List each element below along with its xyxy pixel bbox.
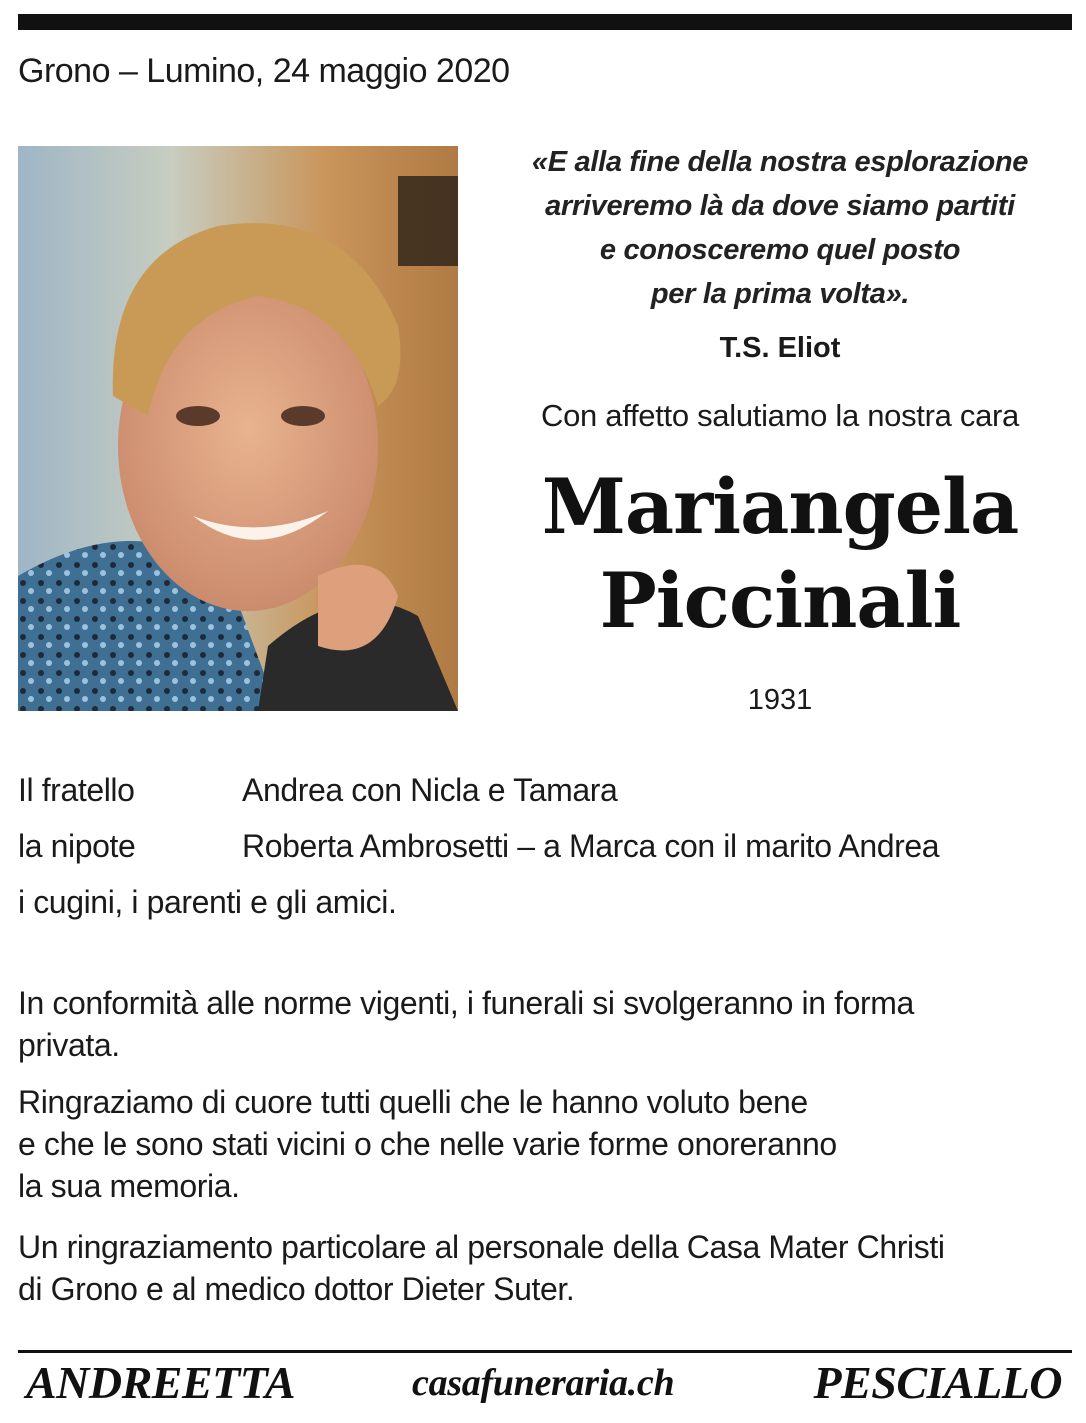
paragraph-line: Ringraziamo di cuore tutti quelli che le hanno voluto bene xyxy=(18,1084,808,1120)
paragraph-line: Un ringraziamento particolare al personale della Casa Mater Christi xyxy=(18,1229,945,1265)
intro-text: Con affetto salutiamo la nostra cara xyxy=(540,398,1019,433)
family-names: Andrea con Nicla e Tamara xyxy=(242,772,618,808)
paragraph-funeral xyxy=(18,982,1058,1066)
quote-line: e conosceremo quel posto xyxy=(599,234,961,266)
paragraph-line: e che le sono stati vicini o che nelle varie forme onoreranno xyxy=(18,1126,837,1162)
bottom-rule xyxy=(18,1350,1072,1353)
portrait-photo xyxy=(18,146,458,711)
first-name: Mariangela xyxy=(541,462,1019,551)
footer-brand-right: PESCIALLO xyxy=(813,1357,1062,1408)
paragraph-line: privata. xyxy=(18,1027,120,1063)
top-rule xyxy=(18,14,1072,30)
paragraph-special-thanks xyxy=(18,1226,1058,1310)
footer-website: casafuneraria.ch xyxy=(412,1362,675,1404)
family-row xyxy=(18,828,939,865)
family-row xyxy=(18,772,617,809)
last-name: Piccinali xyxy=(599,556,961,645)
paragraph-thanks xyxy=(18,1081,1058,1207)
quote-line: «E alla fine della nostra esplorazione xyxy=(531,146,1029,178)
family-names: Roberta Ambrosetti – a Marca con il marito Andrea xyxy=(242,828,940,864)
paragraph-line: di Grono e al medico dottor Dieter Suter. xyxy=(18,1271,575,1307)
quote-line: per la prima volta». xyxy=(650,278,910,310)
family-role: Il fratello xyxy=(18,772,135,808)
footer-brand-left: ANDREETTA xyxy=(26,1357,296,1408)
paragraph-line: la sua memoria. xyxy=(18,1168,240,1204)
deceased-name xyxy=(478,460,1082,648)
family-role: la nipote xyxy=(18,828,136,864)
paragraph-line: In conformità alle norme vigenti, i funerali si svolgeranno in forma xyxy=(18,985,914,1021)
closing-line: i cugini, i parenti e gli amici. xyxy=(18,884,397,920)
epigraph-quote xyxy=(478,140,1082,316)
quote-author: T.S. Eliot xyxy=(719,332,841,364)
quote-line: arriveremo là da dove siamo partiti xyxy=(545,190,1015,222)
dateline: Grono – Lumino, 24 maggio 2020 xyxy=(18,52,510,90)
birth-year: 1931 xyxy=(747,684,813,716)
